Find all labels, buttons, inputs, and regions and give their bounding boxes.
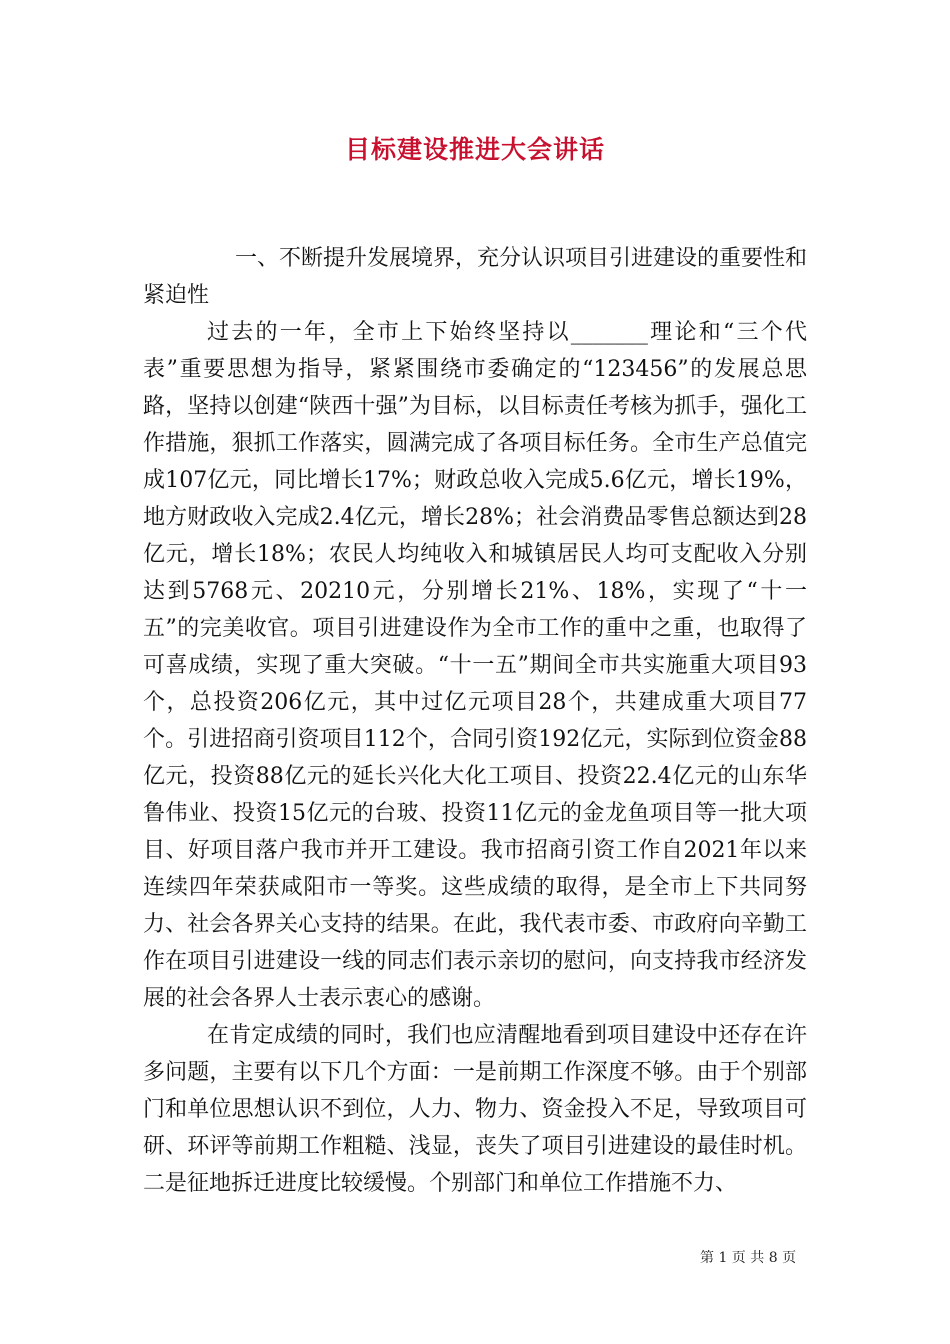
paragraph-2: 在肯定成绩的同时，我们也应清醒地看到项目建设中还存在许多问题，主要有以下几个方面：一是前期工作深度不够。由于个别部门和单位思想认识不到位，人力、物力、资金投入不足，导致项目可研、环评等前期工作粗糙、浅显，丧失了项目引进建设的最佳时机。二是征地拆迁进度比较缓慢。个别部门和单位工作措施不力、 [143,1023,807,1196]
paragraph-1: 过去的一年，全市上下始终坚持以_______理论和“三个代表”重要思想为指导，紧紧围绕市委确定的“123456”的发展总思路，坚持以创建“陕西十强”为目标，以目标责任考核为抓手，强化工作措施，狠抓工作落实，圆满完成了各项目标任务。全市生产总值完成107亿元，同比增长17%；财政总收入完成5.6亿元，增长19%，地方财政收入完成2.4亿元，增长28%；社会消费品零售总额达到28亿元，增长18%；农民人均纯收入和城镇居民人均可支配收入分别达到5768元、20210元，分别增长21%、18%，实现了“十一五”的完美收官。项目引进建设作为全市工作的重中之重，也取得了可喜成绩，实现了重大突破。“十一五”期间全市共实施重大项目93个，总投资206亿元，其中过亿元项目28个，共建成重大项目77个。引进招商引资项目112个，合同引资192亿元，实际到位资金88亿元，投资88亿元的延长兴化大化工项目、投资22.4亿元的山东华鲁伟业、投资15亿元的台玻、投资11亿元的金龙鱼项目等一批大项目、好项目落户我市并开工建设。我市招商引资工作自2021年以来连续四年荣获咸阳市一等奖。这些成绩的取得，是全市上下共同努力、社会各界关心支持的结果。在此，我代表市委、市政府向辛勤工作在项目引进建设一线的同志们表示亲切的慰问，向支持我市经济发展的社会各界人士表示衷心的感谢。 [143,320,807,1011]
document-title: 目标建设推进大会讲话 [344,135,605,164]
document-body [143,240,807,1202]
section-heading: 一、不断提升发展境界，充分认识项目引进建设的重要性和紧迫性 [143,246,808,308]
page-number: 第 1 页 共 8 页 [700,1250,797,1266]
